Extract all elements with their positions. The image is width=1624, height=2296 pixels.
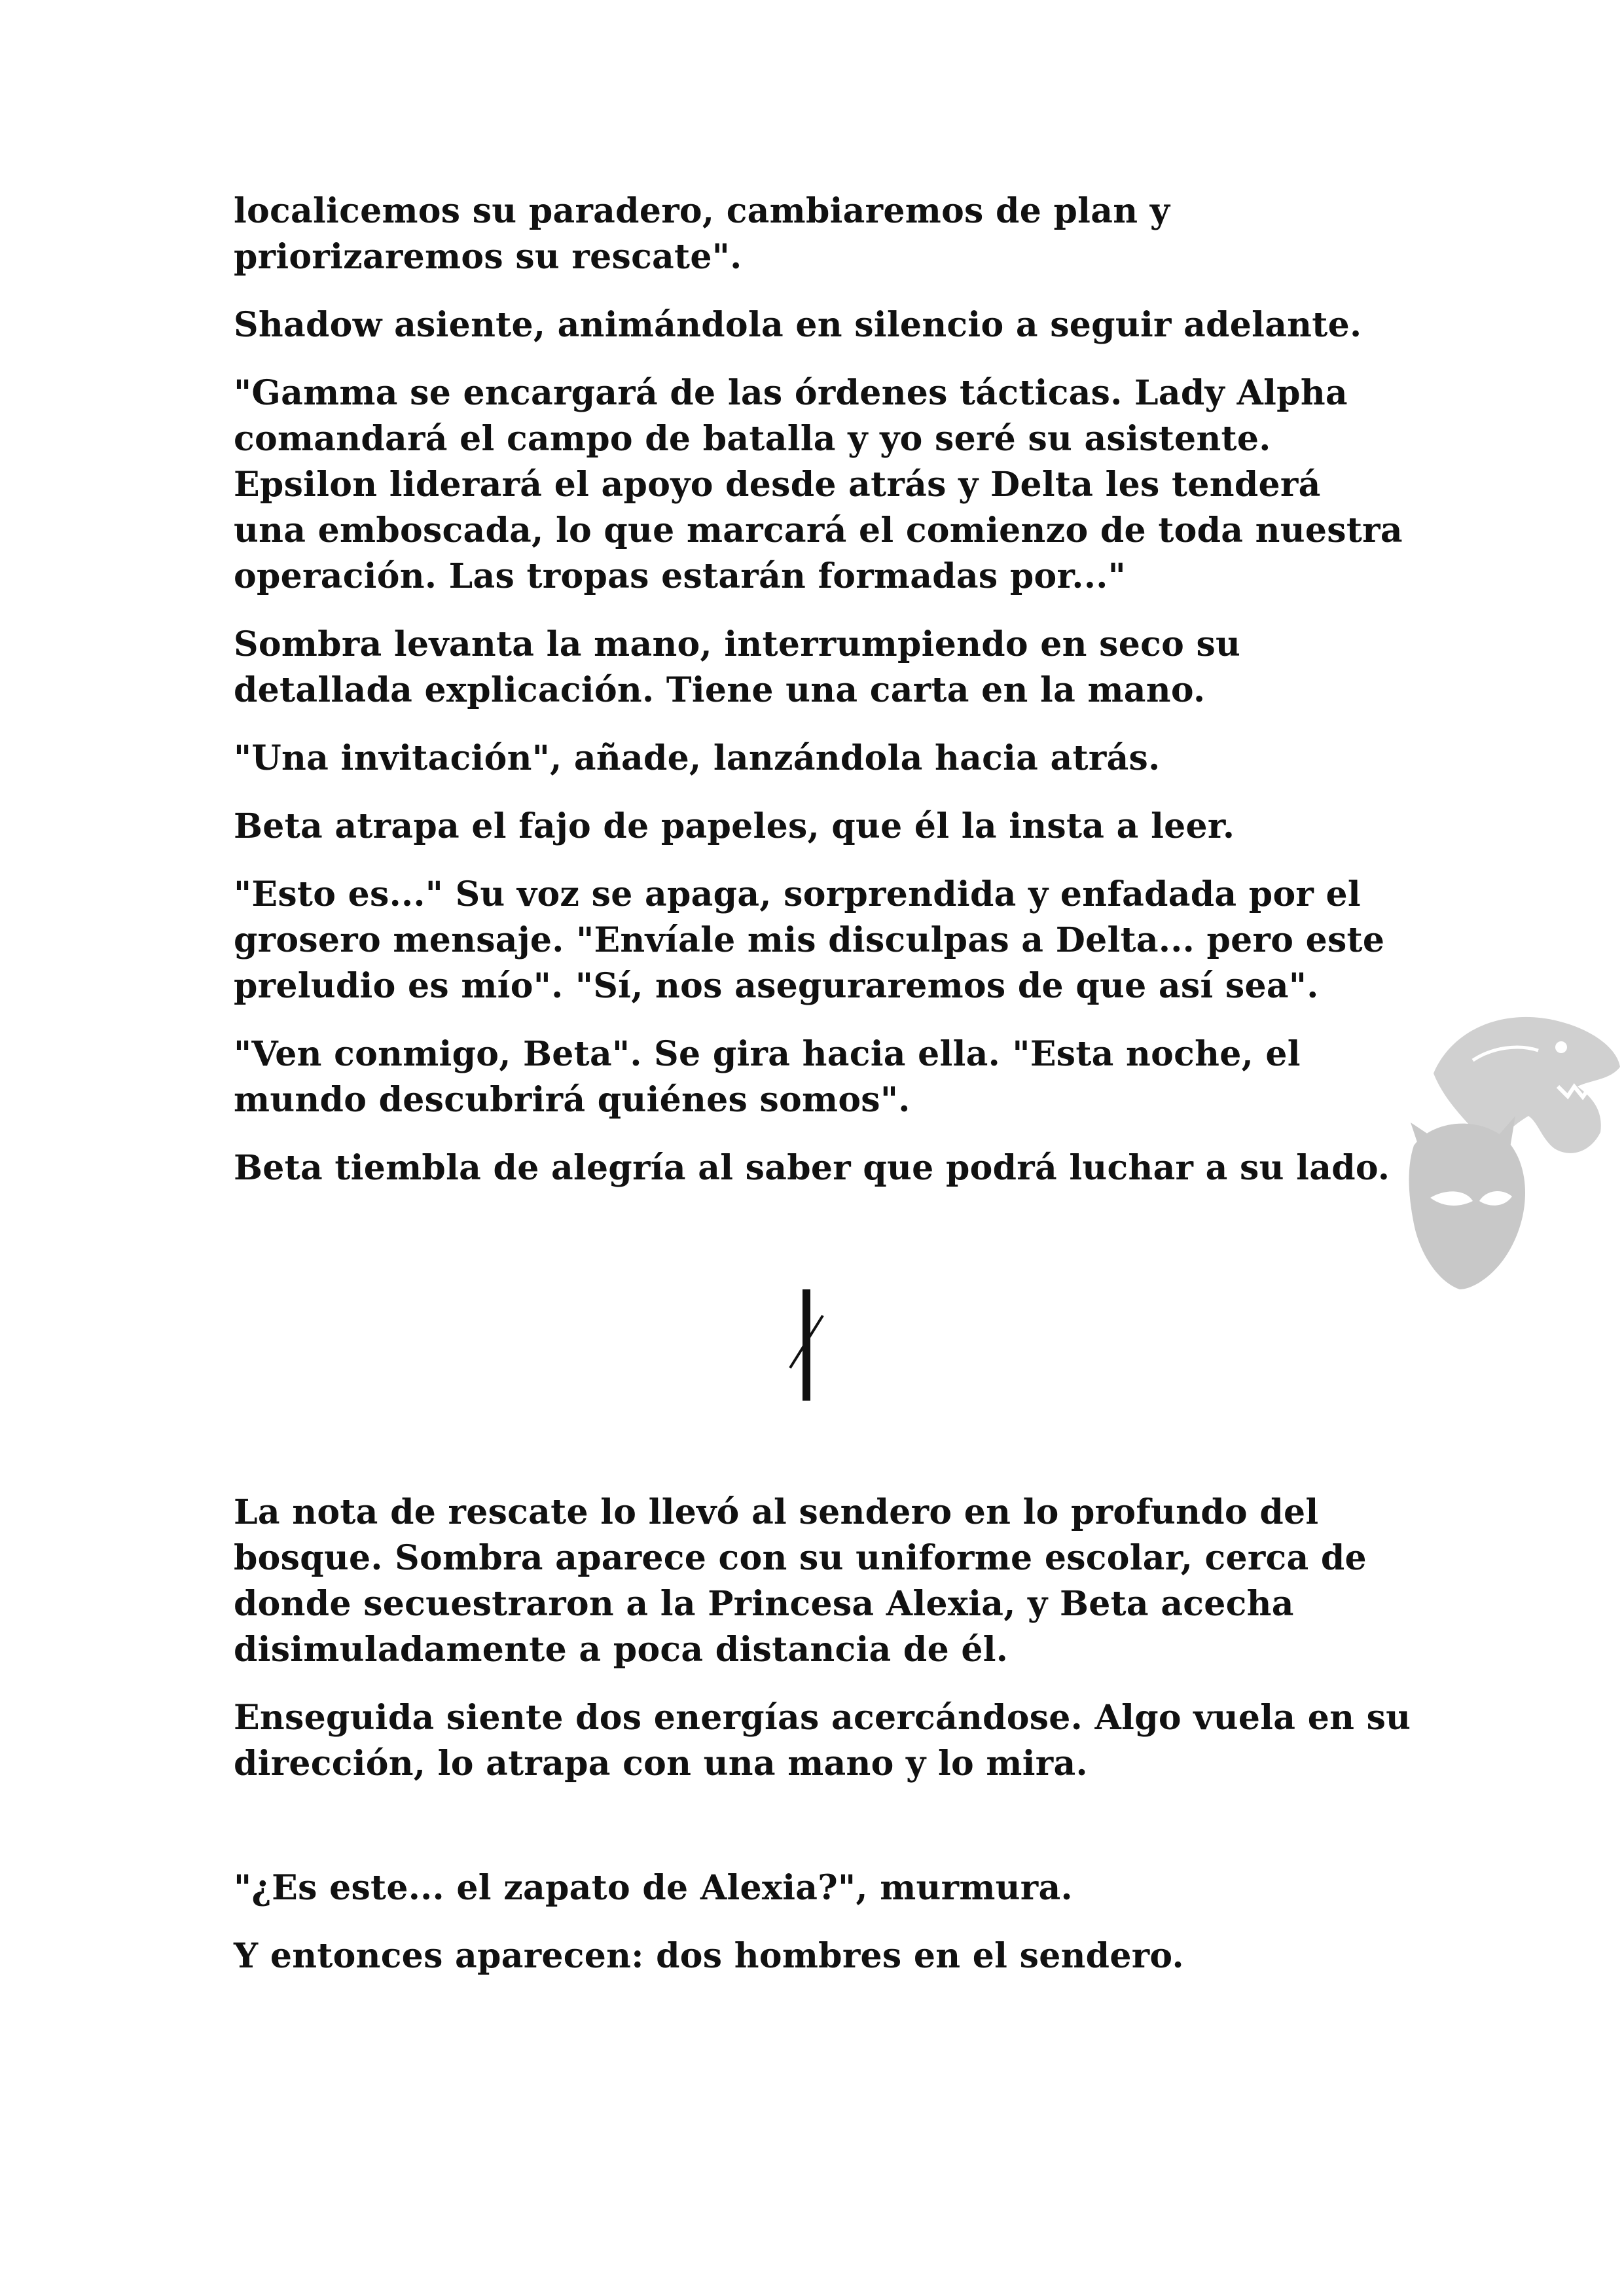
text-block-bottom [234,1490,1412,2001]
paragraph: Beta tiembla de alegría al saber que podrá luchar a su lado. [234,1148,1390,1188]
paragraph: localicemos su paradero, cambiaremos de plan y priorizaremos su rescate". [234,191,1170,277]
text-block-top [234,188,1412,1213]
paragraph: Enseguida siente dos energías acercándose. Algo vuela en su dirección, lo atrapa con una mano y lo mira. [234,1698,1411,1784]
paragraph: "Gamma se encargará de las órdenes tácticas. Lady Alpha comandará el campo de batalla y yo seré su asistente. Epsilon liderará el apoyo desde atrás y Delta les tenderá una emboscada, lo que marcará el comienzo de toda nuestra operación. Las tropas estarán formadas por..." [234,373,1403,596]
paragraph: Sombra levanta la mano, interrumpiendo en seco su detallada explicación. Tiene una carta en la mano. [234,624,1241,710]
paragraph: Shadow asiente, animándola en silencio a seguir adelante. [234,305,1362,345]
paragraph: Y entonces aparecen: dos hombres en el sendero. [234,1936,1184,1976]
paragraph: "Esto es..." Su voz se apaga, sorprendida y enfadada por el grosero mensaje. "Envíale mis disculpas a Delta... pero este preludio es mío". "Sí, nos aseguraremos de que así sea". [234,874,1385,1006]
dinosaur-mask-watermark-icon [1394,982,1624,1309]
scene-break-icon [782,1283,835,1407]
paragraph: Beta atrapa el fajo de papeles, que él la insta a leer. [234,806,1235,846]
paragraph: La nota de rescate lo llevó al sendero en lo profundo del bosque. Sombra aparece con su uniforme escolar, cerca de donde secuestraron a la Princesa Alexia, y Beta acecha disimuladamente a poca distancia de él. [234,1492,1367,1670]
paragraph: "¿Es este... el zapato de Alexia?", murmura. [234,1868,1073,1908]
paragraph: "Una invitación", añade, lanzándola hacia atrás. [234,738,1161,778]
paragraph: "Ven conmigo, Beta". Se gira hacia ella. "Esta noche, el mundo descubrirá quiénes somos". [234,1034,1301,1120]
